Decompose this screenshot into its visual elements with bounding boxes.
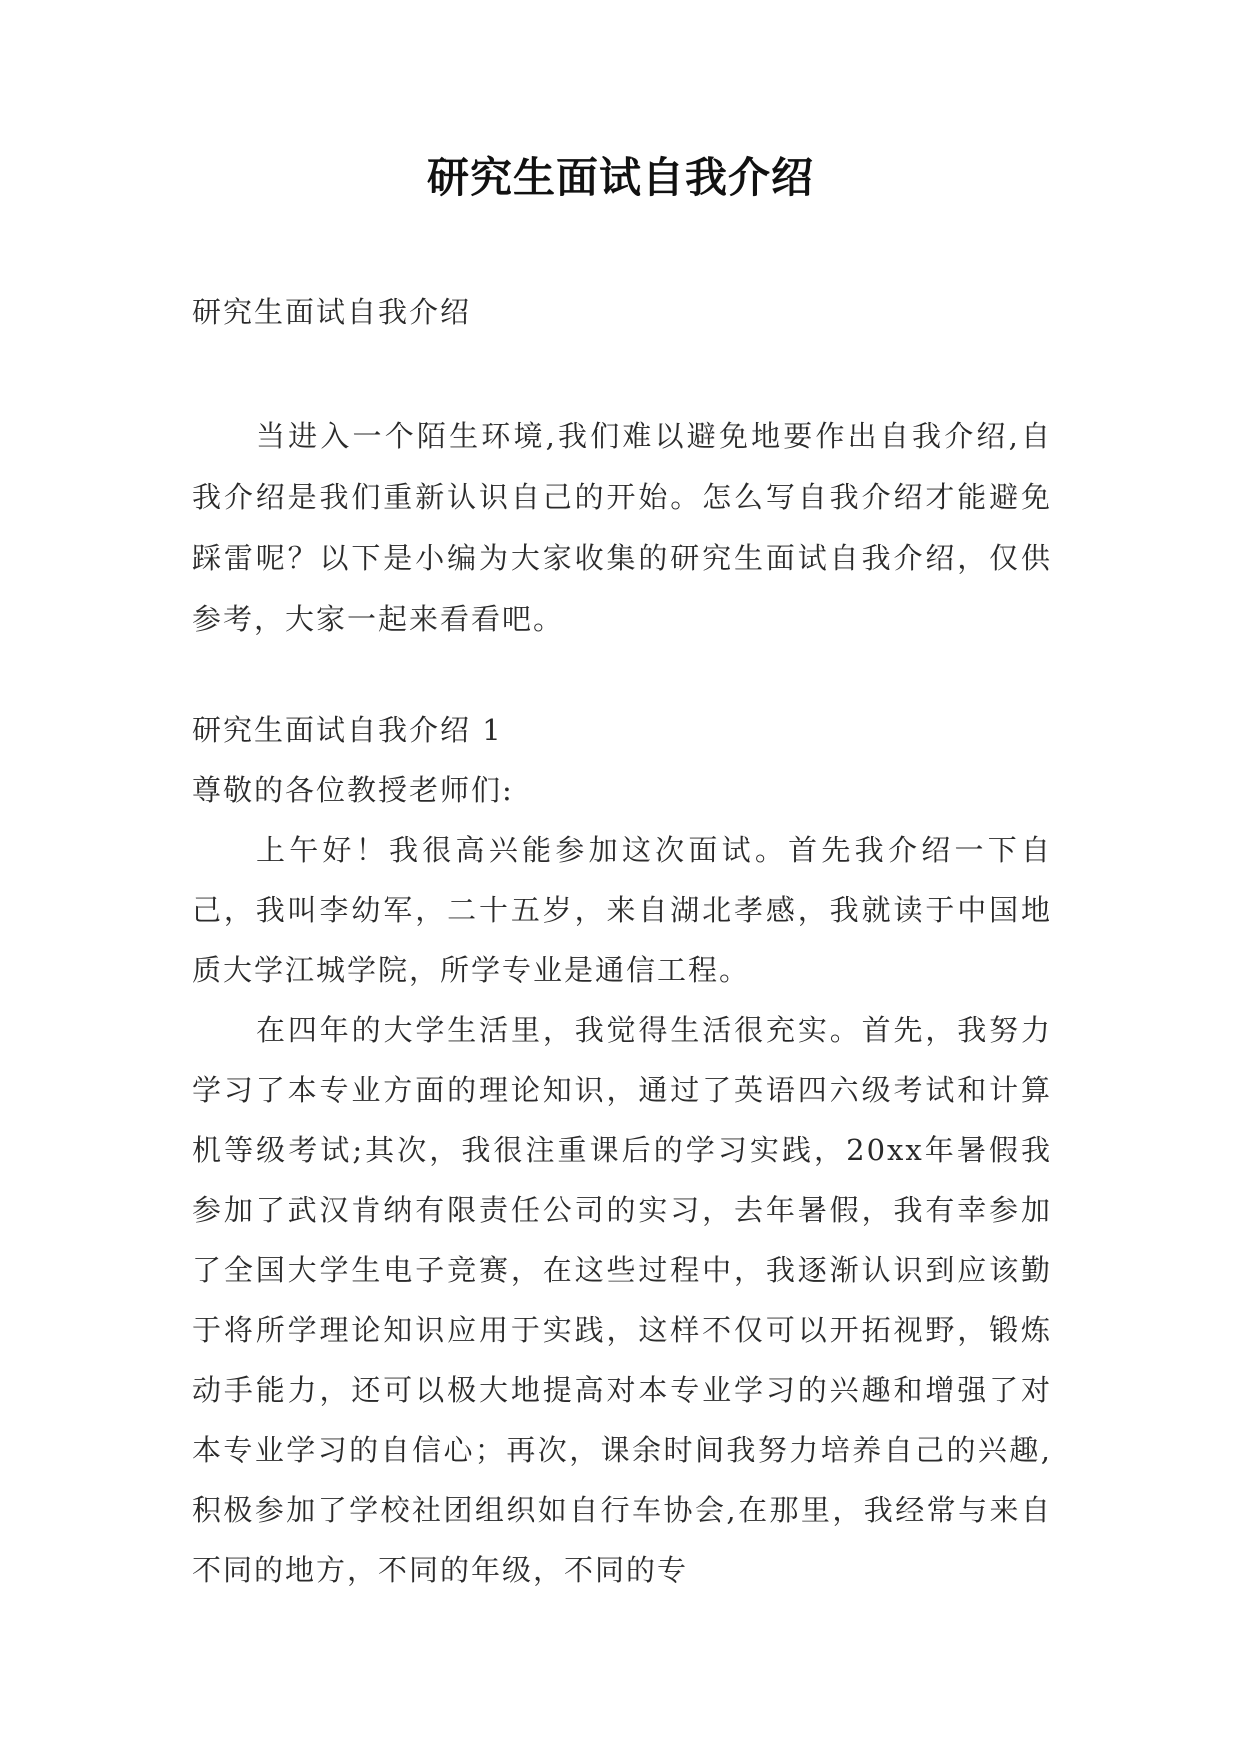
greeting-line: 尊敬的各位教授老师们: xyxy=(192,773,514,807)
body-paragraph: 在四年的大学生活里，我觉得生活很充实。首先，我努力学习了本专业方面的理论知识，通过了英语四六级考试和计算机等级考试;其次，我很注重课后的学习实践，20xx年暑假我参加了武汉肯纳有限责任公司的实习，去年暑假，我有幸参加了全国大学生电子竞赛，在这些过程中，我逐渐认识到应该勤于将所学理论知识应用于实践，这样不仅可以开拓视野，锻炼动手能力，还可以极大地提高对本专业学习的兴趣和增强了对本专业学习的自信心；再次，课余时间我努力培养自己的兴趣,积极参加了学校社团组织如自行车协会,在那里，我经常与来自不同的地方，不同的年级，不同的专 xyxy=(192,1013,1052,1587)
body-paragraph: 上午好！我很高兴能参加这次面试。首先我介绍一下自己，我叫李幼军，二十五岁，来自湖北孝感，我就读于中国地质大学江城学院，所学专业是通信工程。 xyxy=(192,833,1052,987)
document-subtitle: 研究生面试自我介绍 xyxy=(192,295,472,329)
section-1 xyxy=(192,700,1052,1600)
document-title: 研究生面试自我介绍 xyxy=(426,153,814,202)
intro-paragraph: 当进入一个陌生环境,我们难以避免地要作出自我介绍,自我介绍是我们重新认识自己的开始。怎么写自我介绍才能避免踩雷呢？以下是小编为大家收集的研究生面试自我介绍，仅供参考，大家一起来看看吧。 xyxy=(192,419,1052,636)
section-heading: 研究生面试自我介绍 1 xyxy=(192,713,503,747)
